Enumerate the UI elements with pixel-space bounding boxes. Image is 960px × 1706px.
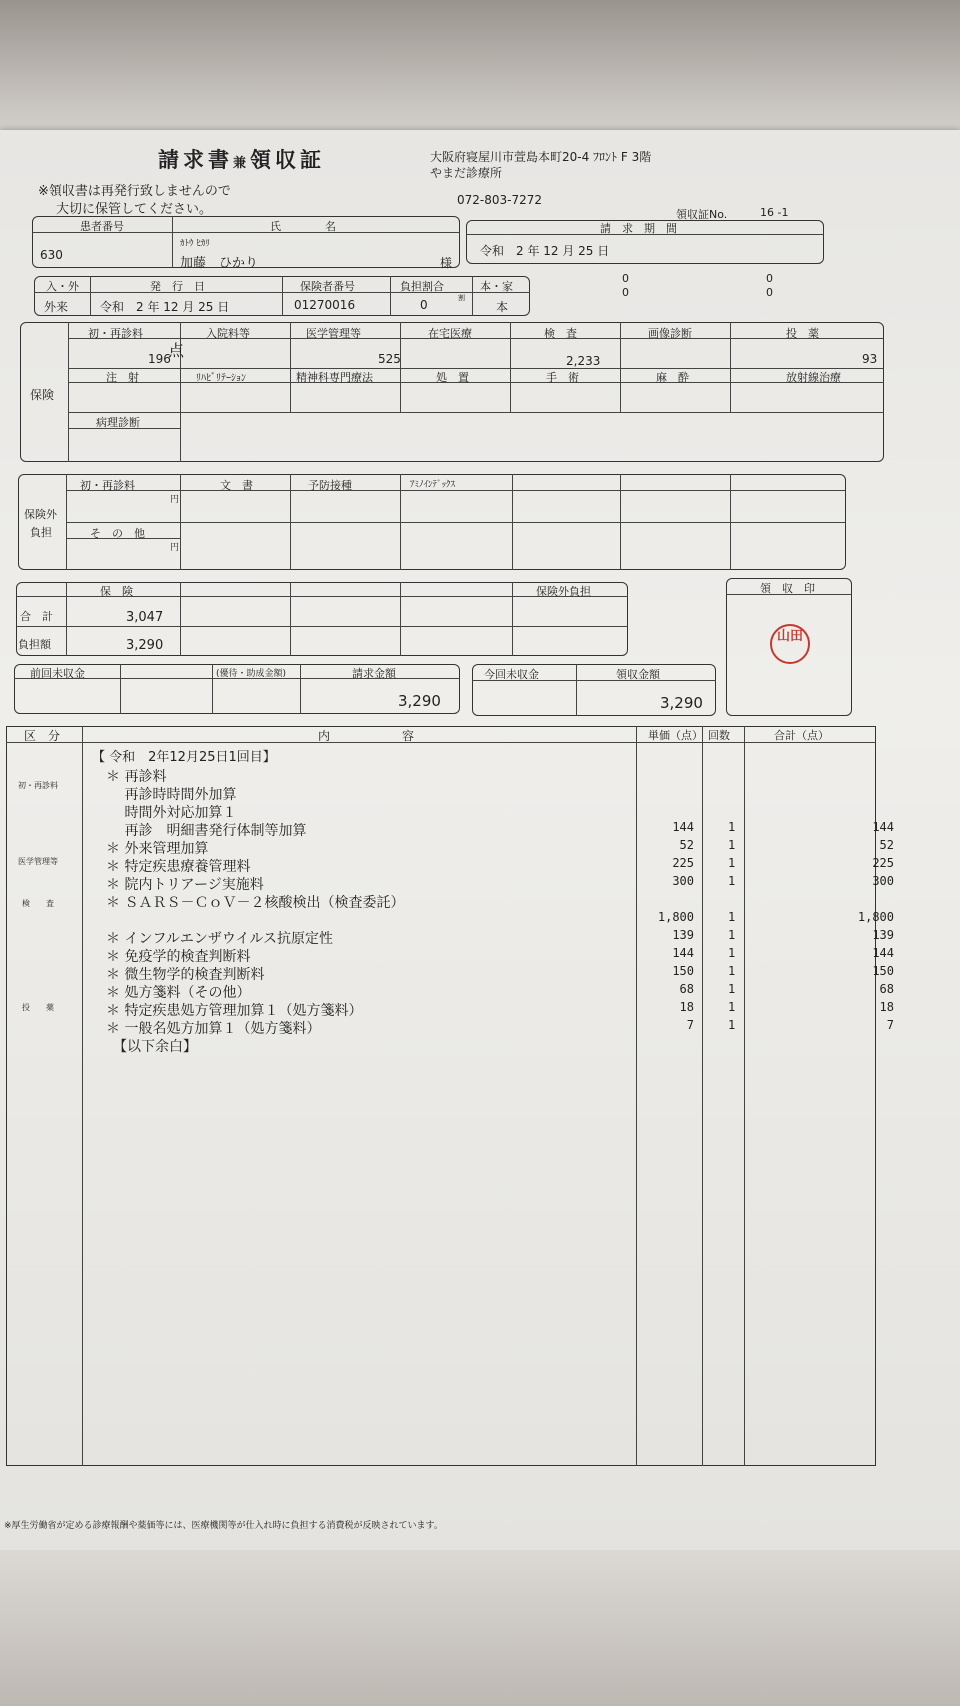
issue-date: 令和 2 年 12 月 25 日 (100, 300, 230, 314)
nonins-unit-1: 円 (170, 495, 180, 505)
patient-name: 加藤 ひかり (180, 256, 259, 271)
detail-row-text: ＊ インフルエンザウイルス抗原定性 (106, 931, 334, 947)
now-unpaid-label: 今回未収金 (484, 668, 539, 681)
clinic-name: やまだ診療所 (430, 166, 503, 180)
ins-h-igaku: 医学管理等 (306, 327, 361, 340)
detail-h-kaisu: 回数 (708, 729, 730, 742)
detail-row-total: 139 (872, 928, 894, 942)
detail-row-price: 52 (679, 838, 694, 852)
footer-note: ※厚生労働省が定める診療報酬や薬価等には、医療機関等が仕入れ時に負担する消費税が反映されています。 (4, 1521, 443, 1531)
detail-row-price: 7 (686, 1018, 694, 1032)
ryoshu-label: 領収金額 (616, 668, 660, 681)
detail-rows (0, 130, 960, 1130)
detail-row-count: 1 (728, 946, 736, 960)
ins-v-shoshin: 196 (148, 352, 171, 366)
nonins-h-other: そ の 他 (90, 527, 145, 540)
extra-zero-2: 0 (622, 286, 629, 299)
nonins-h-yobo: 予防接種 (308, 479, 352, 492)
detail-row-count: 1 (728, 964, 736, 978)
period-label: 請 求 期 間 (600, 222, 677, 235)
detail-row-count: 1 (728, 1000, 736, 1014)
receipt-no-label: 領収証No. (676, 208, 728, 221)
clinic-seal-stamp: 山田 (770, 624, 810, 664)
patient-id: 630 (40, 248, 63, 262)
detail-row-count: 1 (728, 856, 736, 870)
detail-row-text: ＊ ＳＡＲＳ－ＣｏＶ－２核酸検出（検査委託） (106, 895, 405, 911)
detail-h-kubun: 区 分 (24, 729, 61, 743)
visit-h4: 負担割合 (400, 280, 444, 293)
detail-row-text: ＊ 微生物学的検査判断料 (106, 967, 265, 983)
period-value: 令和 2 年 12 月 25 日 (480, 244, 610, 258)
totals-goukei-label: 合 計 (20, 610, 53, 623)
cat-igaku: 医学管理等 (18, 857, 58, 866)
detail-row-text: ＊ 院内トリアージ実施料 (106, 877, 264, 893)
detail-h-tanka: 単価（点） (648, 729, 703, 742)
clinic-address: 大阪府寝屋川市萱島本町20-4 ﾌﾛﾝﾄ F 3階 (430, 150, 652, 164)
detail-row-total: 300 (872, 874, 894, 888)
burden-ratio: 0 (420, 298, 428, 312)
detail-row-price: 18 (679, 1000, 694, 1014)
prev-unpaid-label: 前回未収金 (30, 667, 85, 680)
ins-h-shujutsu: 手 術 (546, 371, 579, 384)
totals-hokengai: 保険外負担 (536, 585, 591, 598)
detail-row-price: 300 (672, 874, 694, 888)
extra-zero-4: 0 (766, 286, 773, 299)
nonins-h-amino: ｱﾐﾉｲﾝﾃﾞｯｸｽ (410, 480, 456, 490)
visit-h1: 入・外 (46, 280, 79, 293)
detail-row-price: 68 (679, 982, 694, 996)
detail-row-text: 再診時時間外加算 (106, 787, 237, 803)
receipt-no: 16 -1 (760, 206, 789, 219)
extra-zero-1: 0 (622, 272, 629, 285)
seikyu-label: 請求金額 (352, 667, 396, 680)
detail-row-text: ＊ 外来管理加算 (106, 841, 209, 857)
insurer-number: 01270016 (294, 298, 356, 312)
detail-row-count: 1 (728, 1018, 736, 1032)
ins-v-kensa: 2,233 (566, 354, 601, 368)
receipt-paper (0, 130, 960, 1550)
detail-row-text: 再診 明細書発行体制等加算 (106, 823, 307, 839)
detail-h-goukei: 合計（点） (774, 729, 829, 742)
detail-row-price: 139 (672, 928, 694, 942)
detail-row-total: 144 (872, 946, 894, 960)
totals-futan: 3,290 (126, 638, 164, 653)
detail-row-count: 1 (728, 928, 736, 942)
detail-h-naiyo: 内 容 (318, 729, 415, 743)
ins-h-shochi: 処 置 (436, 371, 469, 384)
detail-date-line: 【 令和 2年12月25日1回目】 (92, 750, 276, 765)
noninsurance-label-2: 負担 (30, 526, 52, 539)
cat-shoshin: 初・再診料 (18, 781, 58, 790)
ryoshu-amount: 3,290 (660, 694, 703, 712)
nonins-unit-2: 円 (170, 543, 180, 553)
detail-row-price: 225 (672, 856, 694, 870)
ins-h-hoshasen: 放射線治療 (786, 371, 841, 384)
detail-row-text: 時間外対応加算１ (106, 805, 237, 821)
patient-id-label: 患者番号 (80, 220, 124, 233)
detail-row-price: 144 (672, 946, 694, 960)
detail-row-text: ＊ 特定疾患療養管理料 (106, 859, 251, 875)
ins-h-toyaku: 投 薬 (786, 327, 819, 340)
nonins-h-shoshin: 初・再診料 (80, 479, 135, 492)
detail-row-price: 1,800 (657, 910, 694, 924)
detail-row-price: 144 (672, 820, 694, 834)
title: 請求書兼領収証 (158, 147, 326, 172)
ins-h-kensa: 検 査 (544, 327, 577, 340)
clinic-tel: 072-803-7272 (457, 193, 543, 207)
visit-h2: 発 行 日 (150, 280, 205, 293)
background-bottom (0, 1550, 960, 1706)
seikyu-amount: 3,290 (398, 692, 441, 710)
ins-unit-1: 点 (168, 341, 185, 360)
detail-row-text: 【以下余白】 (106, 1039, 197, 1055)
detail-row-total: 68 (879, 982, 894, 996)
patient-sama: 様 (440, 256, 453, 270)
extra-zero-3: 0 (766, 272, 773, 285)
ins-h-chusha: 注 射 (106, 371, 139, 384)
detail-row-total: 225 (872, 856, 894, 870)
visit-h3: 保険者番号 (300, 280, 355, 293)
keep-note: 大切に保管してください。 (56, 202, 213, 217)
cat-toyaku: 投 薬 (22, 1003, 54, 1012)
ins-v-toyaku: 93 (862, 352, 878, 366)
patient-name-label: 氏 名 (270, 220, 336, 233)
ins-h-byori: 病理診断 (96, 416, 140, 429)
detail-row-count: 1 (728, 838, 736, 852)
detail-row-count: 1 (728, 982, 736, 996)
ins-h-gazo: 画像診断 (648, 327, 692, 340)
ins-h-nyuin: 入院料等 (206, 327, 250, 340)
detail-row-count: 1 (728, 874, 736, 888)
ins-h-zaitaku: 在宅医療 (428, 327, 472, 340)
detail-row-text: ＊ 一般名処方加算１（処方箋料） (106, 1021, 321, 1037)
insurance-label: 保険 (30, 388, 55, 402)
visit-h5: 本・家 (480, 280, 513, 293)
detail-row-total: 18 (879, 1000, 894, 1014)
ins-h-masui: 麻 酔 (656, 371, 689, 384)
discount-label: (優待・助成金額) (216, 669, 287, 679)
detail-row-total: 150 (872, 964, 894, 978)
visit-type: 外来 (44, 300, 69, 314)
totals-futan-label: 負担額 (18, 638, 51, 651)
detail-row-count: 1 (728, 820, 736, 834)
ins-h-seishin: 精神科専門療法 (296, 371, 373, 384)
detail-row-text: ＊ 再診料 (106, 769, 167, 785)
ins-h-rehab: ﾘﾊﾋﾞﾘﾃｰｼｮﾝ (196, 373, 246, 384)
family-type: 本 (496, 300, 509, 314)
detail-row-text: ＊ 特定疾患処方管理加算１（処方箋料） (106, 1003, 363, 1019)
detail-row-total: 7 (886, 1018, 894, 1032)
noninsurance-label-1: 保険外 (24, 508, 57, 521)
burden-ratio-unit: 割 (458, 294, 465, 302)
totals-hoken: 保 険 (100, 585, 133, 598)
patient-kana: ｶﾄｳ ﾋｶﾘ (180, 239, 210, 249)
reissue-note: ※領収書は再発行致しませんので (38, 184, 231, 199)
detail-row-count: 1 (728, 910, 736, 924)
detail-row-total: 1,800 (857, 910, 894, 924)
background-top (0, 0, 960, 150)
stamp-label: 領 収 印 (760, 582, 815, 595)
totals-goukei: 3,047 (126, 610, 164, 625)
detail-row-total: 144 (872, 820, 894, 834)
nonins-h-bunsho: 文 書 (220, 479, 253, 492)
ins-h-shoshin: 初・再診料 (88, 327, 143, 340)
cat-kensa: 検 査 (22, 899, 54, 908)
detail-row-price: 150 (672, 964, 694, 978)
ins-v-igaku: 525 (378, 352, 401, 366)
detail-row-text: ＊ 免疫学的検査判断料 (106, 949, 251, 965)
detail-row-text: ＊ 処方箋料（その他） (106, 985, 251, 1001)
detail-row-total: 52 (879, 838, 894, 852)
